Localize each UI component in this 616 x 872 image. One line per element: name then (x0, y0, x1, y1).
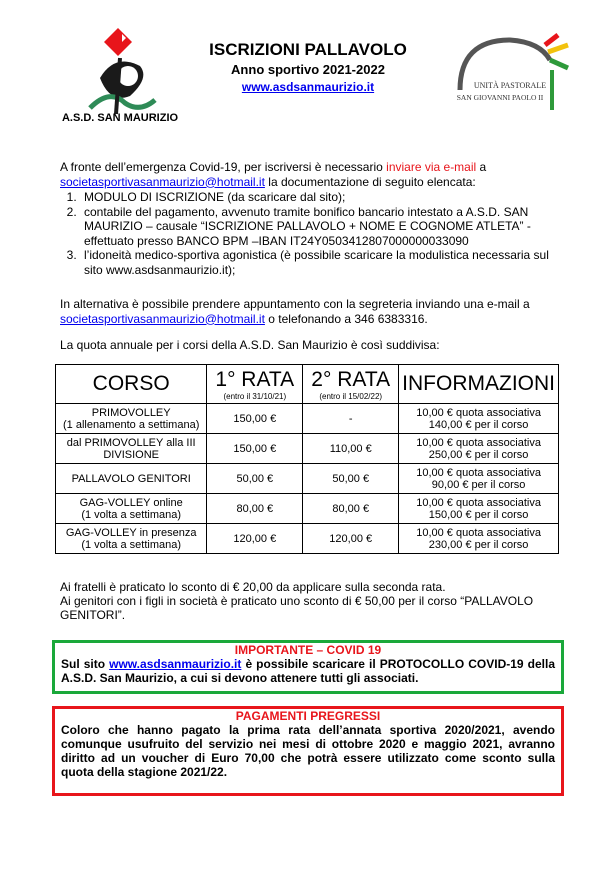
covid-notice-box (52, 640, 564, 694)
document-item: 2. contabile del pagamento, avvenuto tramite bonifico bancario intestato a A.S.D. SAN MAURIZIO – causale “ISCRIZIONE PALLAVOLO + NOME E COGNOME ATLETA” - effettuato presso BANCO BPM –IBAN IT24Y0503412807000000033090 (80, 205, 560, 249)
cell-corso: PALLAVOLO GENITORI (56, 464, 207, 494)
covid-site-link[interactable]: www.asdsanmaurizio.it (109, 657, 242, 671)
cell-rata2: 50,00 € (303, 464, 399, 494)
table-row (56, 494, 559, 524)
cell-info: 10,00 € quota associativa 150,00 € per il corso (399, 494, 559, 524)
fee-intro: La quota annuale per i corsi della A.S.D. San Maurizio è così suddivisa: (60, 338, 440, 352)
cell-info: 10,00 € quota associativa 140,00 € per il corso (399, 404, 559, 434)
cell-rata1: 150,00 € (207, 404, 303, 434)
table-row (56, 524, 559, 554)
intro-text-1: A fronte dell’emergenza Covid-19, per iscriversi è necessario (60, 160, 387, 174)
cell-rata1: 150,00 € (207, 434, 303, 464)
col-rata2: 2° RATA (entro il 15/02/22) (303, 365, 399, 404)
unita-pastorale-logo (440, 30, 570, 120)
discount-line: Ai fratelli è praticato lo sconto di € 20,00 da applicare sulla seconda rata. (60, 580, 446, 594)
table-row (56, 464, 559, 494)
document-item: 3. l’idoneità medico-sportiva agonistica (è possibile scaricare la modulistica necessaria sul sito www.asdsanmaurizio.it); (80, 248, 560, 277)
cell-rata2: 80,00 € (303, 494, 399, 524)
covid-box-text: Sul sito www.asdsanmaurizio.it è possibile scaricare il PROTOCOLLO COVID-19 della A.S.D. San Maurizio, a cui si devono attenere tutti gli associati. (61, 657, 555, 685)
cell-rata2: 110,00 € (303, 434, 399, 464)
cell-rata2: - (303, 404, 399, 434)
cell-corso: dal PRIMOVOLLEY alla III DIVISIONE (56, 434, 207, 464)
cell-rata1: 50,00 € (207, 464, 303, 494)
logo-text-2: SAN GIOVANNI PAOLO II (456, 93, 544, 102)
logo-caption: A.S.D. SAN MAURIZIO (61, 112, 179, 124)
discounts (60, 580, 560, 622)
discount-line: Ai genitori con i figli in società è praticato uno sconto di € 50,00 per il corso “PALLAVOLO GENITORI”. (60, 594, 534, 622)
cell-corso: GAG-VOLLEY in presenza (1 volta a settimana) (56, 524, 207, 554)
documents-list (60, 190, 560, 277)
cell-rata1: 120,00 € (207, 524, 303, 554)
table-row (56, 434, 559, 464)
covid-box-title: IMPORTANTE – COVID 19 (234, 643, 382, 657)
payments-notice-box (52, 706, 564, 796)
intro-highlight: inviare via e-mail (386, 160, 477, 174)
logo-text-1: UNITÀ PASTORALE (473, 81, 547, 90)
cell-corso: PRIMOVOLLEY (1 allenamento a settimana) (56, 404, 207, 434)
col-rata1: 1° RATA (entro il 31/10/21) (207, 365, 303, 404)
payments-box-text: Coloro che hanno pagato la prima rata dell’annata sportiva 2020/2021, avendo comunque usufruito del servizio nei mesi di ottobre 2020 e maggio 2021, avranno diritto ad un voucher di Euro 70,00 che potrà essere utilizzato come sconto sulla quota della stagione 2021/22. (61, 723, 555, 779)
cell-rata1: 80,00 € (207, 494, 303, 524)
col-corso: CORSO (56, 365, 207, 404)
intro-paragraph (60, 160, 560, 189)
cell-rata2: 120,00 € (303, 524, 399, 554)
alternative-paragraph (60, 297, 560, 326)
intro-text-2: a (476, 160, 487, 174)
cell-info: 10,00 € quota associativa 230,00 € per il corso (399, 524, 559, 554)
fee-table (55, 364, 559, 554)
page-subtitle: Anno sportivo 2021-2022 (231, 62, 385, 77)
cell-info: 10,00 € quota associativa 90,00 € per il corso (399, 464, 559, 494)
email-link-2[interactable]: societasportivasanmaurizio@hotmail.it (60, 311, 265, 326)
alternative-text-2: o telefonando a 346 6383316. (264, 311, 428, 326)
cell-info: 10,00 € quota associativa 250,00 € per il corso (399, 434, 559, 464)
page-title: ISCRIZIONI PALLAVOLO (209, 40, 407, 59)
email-link[interactable]: societasportivasanmaurizio@hotmail.it (60, 174, 265, 189)
intro-text-3: la documentazione di seguito elencata: (264, 174, 476, 189)
cell-corso: GAG-VOLLEY online (1 volta a settimana) (56, 494, 207, 524)
table-header-row (56, 365, 559, 404)
col-informazioni: INFORMAZIONI (399, 365, 559, 404)
alternative-text-1: In alternativa è possibile prendere appuntamento con la segreteria inviando una e-mail a (60, 297, 530, 311)
website-link[interactable]: www.asdsanmaurizio.it (241, 80, 375, 94)
payments-box-title: PAGAMENTI PREGRESSI (235, 709, 381, 723)
document-item: 1. MODULO DI ISCRIZIONE (da scaricare dal sito); (80, 190, 560, 205)
table-row (56, 404, 559, 434)
